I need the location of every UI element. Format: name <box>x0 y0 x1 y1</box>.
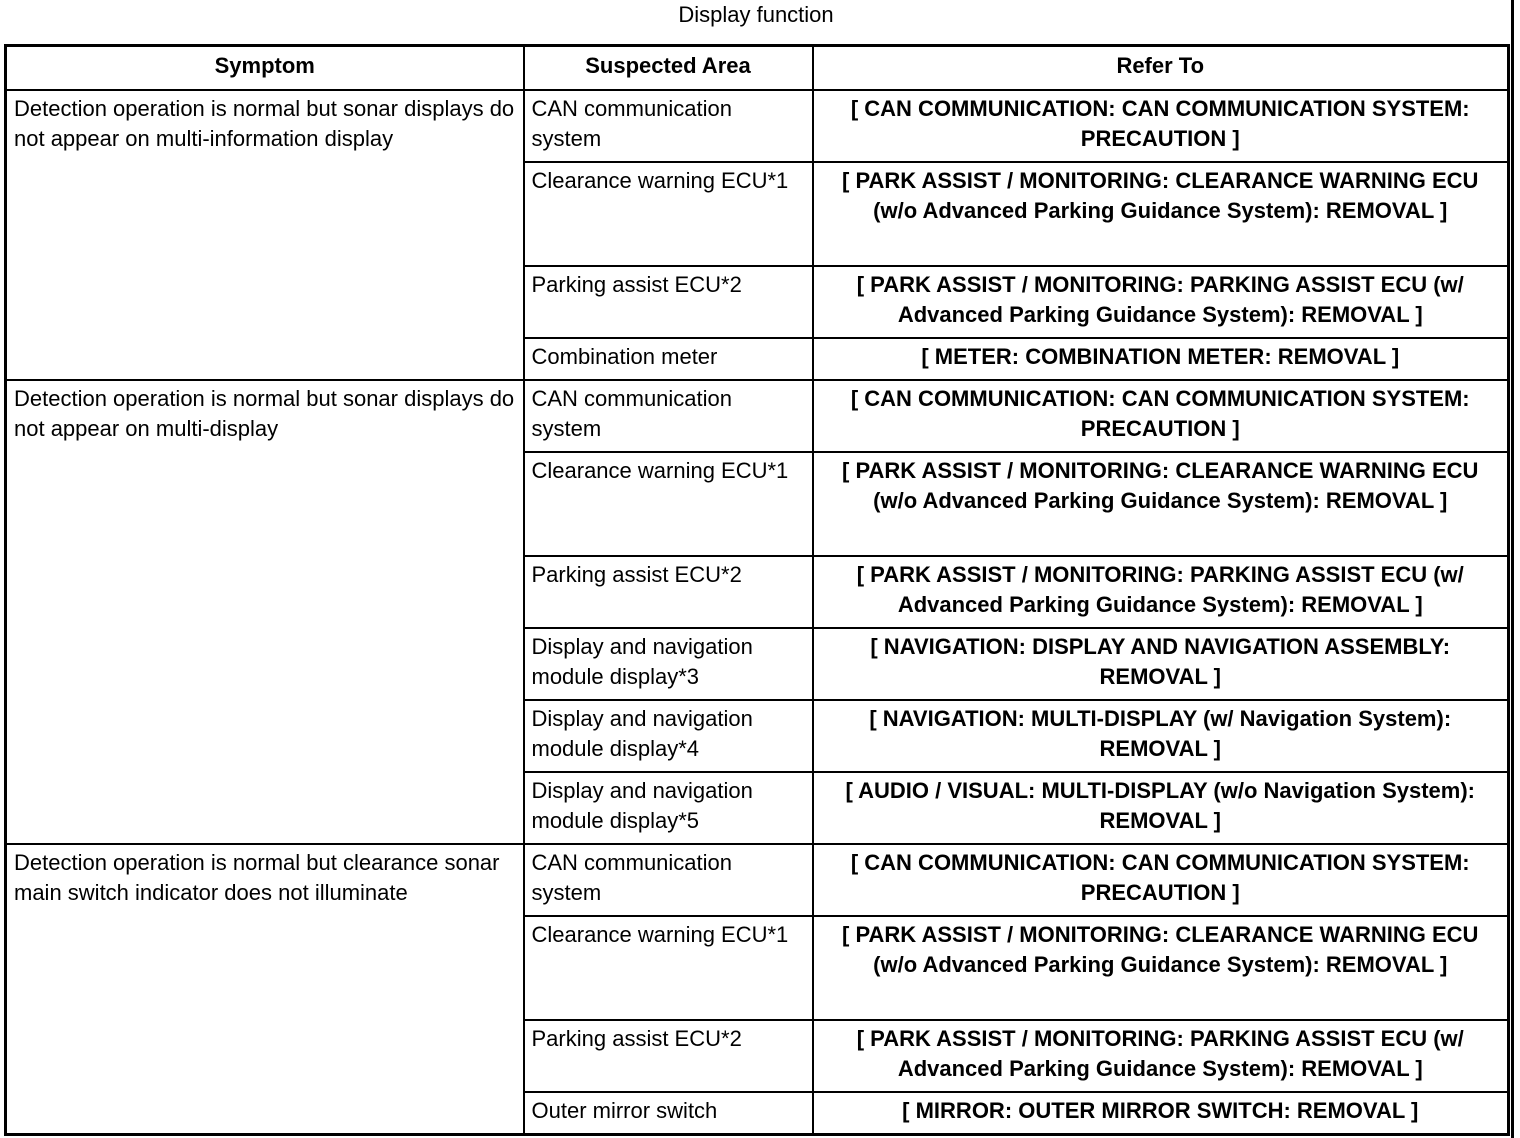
problem-symptoms-table <box>4 44 1510 1136</box>
table-row <box>6 380 1509 452</box>
suspected-area-cell: CAN communication system <box>524 380 813 452</box>
symptom-cell: Detection operation is normal but sonar displays do not appear on multi-information display <box>6 90 524 380</box>
header-symptom: Symptom <box>6 46 524 91</box>
refer-to-link[interactable]: [ NAVIGATION: DISPLAY AND NAVIGATION ASSEMBLY: REMOVAL ] <box>813 628 1509 700</box>
suspected-area-cell: Clearance warning ECU*1 <box>524 162 813 266</box>
header-row <box>6 46 1509 91</box>
refer-to-link[interactable]: [ CAN COMMUNICATION: CAN COMMUNICATION SYSTEM: PRECAUTION ] <box>813 844 1509 916</box>
refer-to-link[interactable]: [ AUDIO / VISUAL: MULTI-DISPLAY (w/o Navigation System): REMOVAL ] <box>813 772 1509 844</box>
header-refer-to: Refer To <box>813 46 1509 91</box>
refer-to-link[interactable]: [ MIRROR: OUTER MIRROR SWITCH: REMOVAL ] <box>813 1092 1509 1135</box>
suspected-area-cell: CAN communication system <box>524 90 813 162</box>
table-row <box>6 844 1509 916</box>
header-suspected-area: Suspected Area <box>524 46 813 91</box>
suspected-area-cell: Display and navigation module display*3 <box>524 628 813 700</box>
suspected-area-cell: Combination meter <box>524 338 813 380</box>
refer-to-link[interactable]: [ PARK ASSIST / MONITORING: PARKING ASSIST ECU (w/ Advanced Parking Guidance System): REMOVAL ] <box>813 1020 1509 1092</box>
suspected-area-cell: Parking assist ECU*2 <box>524 556 813 628</box>
refer-to-link[interactable]: [ NAVIGATION: MULTI-DISPLAY (w/ Navigation System): REMOVAL ] <box>813 700 1509 772</box>
suspected-area-cell: Display and navigation module display*4 <box>524 700 813 772</box>
symptom-cell: Detection operation is normal but sonar displays do not appear on multi-display <box>6 380 524 844</box>
page-right-border <box>1511 0 1514 1138</box>
refer-to-link[interactable]: [ PARK ASSIST / MONITORING: CLEARANCE WARNING ECU (w/o Advanced Parking Guidance System): REMOVAL ] <box>813 162 1509 266</box>
table-row <box>6 90 1509 162</box>
refer-to-link[interactable]: [ PARK ASSIST / MONITORING: PARKING ASSIST ECU (w/ Advanced Parking Guidance System): REMOVAL ] <box>813 556 1509 628</box>
refer-to-link[interactable]: [ PARK ASSIST / MONITORING: PARKING ASSIST ECU (w/ Advanced Parking Guidance System): REMOVAL ] <box>813 266 1509 338</box>
symptom-cell: Detection operation is normal but clearance sonar main switch indicator does not illuminate <box>6 844 524 1135</box>
suspected-area-cell: Outer mirror switch <box>524 1092 813 1135</box>
refer-to-link[interactable]: [ CAN COMMUNICATION: CAN COMMUNICATION SYSTEM: PRECAUTION ] <box>813 380 1509 452</box>
suspected-area-cell: Parking assist ECU*2 <box>524 1020 813 1092</box>
table-caption: Display function <box>678 2 834 27</box>
refer-to-link[interactable]: [ METER: COMBINATION METER: REMOVAL ] <box>813 338 1509 380</box>
refer-to-link[interactable]: [ PARK ASSIST / MONITORING: CLEARANCE WARNING ECU (w/o Advanced Parking Guidance System): REMOVAL ] <box>813 916 1509 1020</box>
refer-to-link[interactable]: [ PARK ASSIST / MONITORING: CLEARANCE WARNING ECU (w/o Advanced Parking Guidance System): REMOVAL ] <box>813 452 1509 556</box>
suspected-area-cell: Parking assist ECU*2 <box>524 266 813 338</box>
suspected-area-cell: Display and navigation module display*5 <box>524 772 813 844</box>
suspected-area-cell: Clearance warning ECU*1 <box>524 916 813 1020</box>
suspected-area-cell: CAN communication system <box>524 844 813 916</box>
refer-to-link[interactable]: [ CAN COMMUNICATION: CAN COMMUNICATION SYSTEM: PRECAUTION ] <box>813 90 1509 162</box>
suspected-area-cell: Clearance warning ECU*1 <box>524 452 813 556</box>
